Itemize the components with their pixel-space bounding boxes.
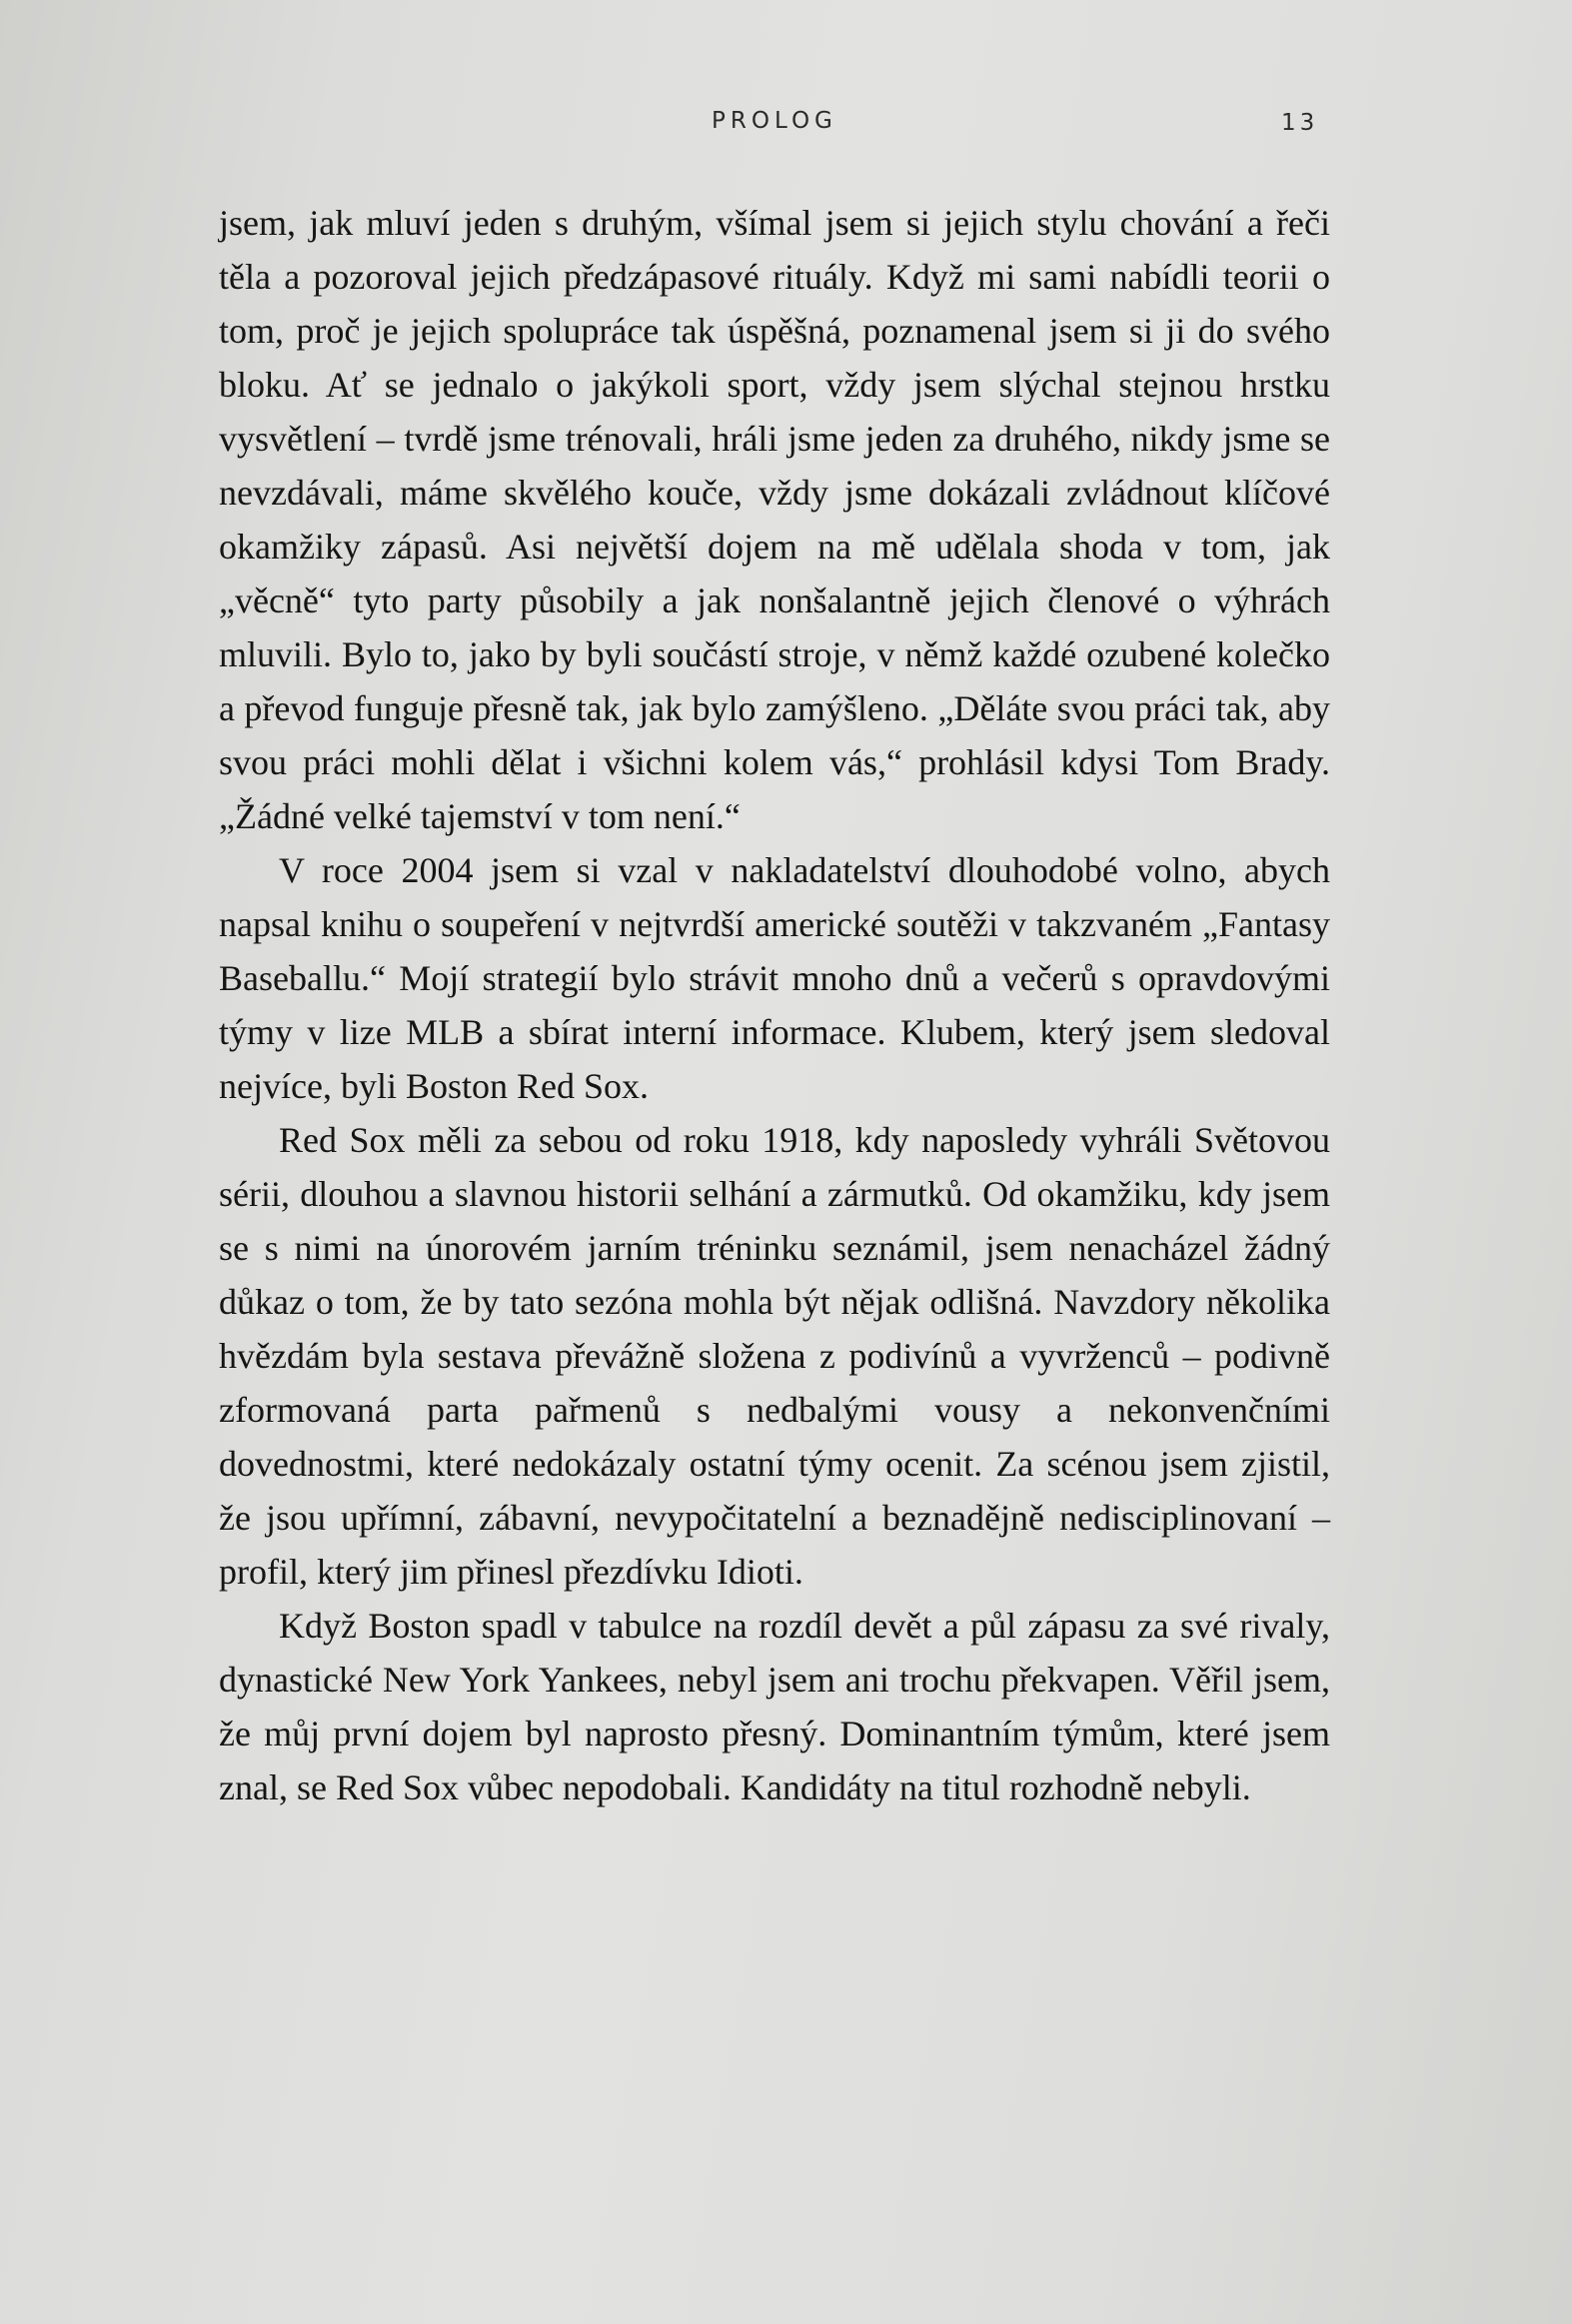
paragraph: jsem, jak mluví jeden s druhým, všímal jsem si jejich stylu chování a řeči těla a pozoroval jejich předzápasové rituály. Když mi sami nabídli teorii o tom, proč je jejich spolupráce tak úspěšná, poznamenal jsem si ji do svého bloku. Ať se jednalo o jakýkoli sport, vždy jsem slýchal stejnou hrstku vysvětlení – tvrdě jsme trénovali, hráli jsme jeden za druhého, nikdy jsme se nevzdávali, máme skvělého kouče, vždy jsme dokázali zvládnout klíčové okamžiky zápasů. Asi největší dojem na mě udělala shoda v tom, jak „věcně“ tyto party působily a jak nonšalantně jejich členové o výhrách mluvili. Bylo to, jako by byli součástí stroje, v němž každé ozubené kolečko a převod funguje přesně tak, jak bylo zamýšleno. „Děláte svou práci tak, aby svou práci mohli dělat i všichni kolem vás,“ prohlásil kdysi Tom Brady. „Žádné velké tajemství v tom není.“ <box>219 203 1330 836</box>
page-number: 13 <box>1281 110 1319 136</box>
running-head: PROLOG <box>712 108 837 134</box>
body-text <box>219 196 1330 1814</box>
paragraph: V roce 2004 jsem si vzal v nakladatelství dlouhodobé volno, abych napsal knihu o soupeření v nejtvrdší americké soutěži v takzvaném „Fantasy Baseballu.“ Mojí strategií bylo strávit mnoho dnů a večerů s opravdovými týmy v lize MLB a sbírat interní informace. Klubem, který jsem sledoval nejvíce, byli Boston Red Sox. <box>219 850 1330 1106</box>
paragraph: Red Sox měli za sebou od roku 1918, kdy naposledy vyhráli Světovou sérii, dlouhou a slavnou historii selhání a zármutků. Od okamžiku, kdy jsem se s nimi na únorovém jarním tréninku seznámil, jsem nenacházel žádný důkaz o tom, že by tato sezóna mohla být nějak odlišná. Navzdory několika hvězdám byla sestava převážně složena z podivínů a vyvrženců – podivně zformovaná parta pařmenů s nedbalými vousy a nekonvenčními dovednostmi, které nedokázaly ostatní týmy ocenit. Za scénou jsem zjistil, že jsou upřímní, zábavní, nevypočitatelní a beznadějně nedisciplinovaní – profil, který jim přinesl přezdívku Idioti. <box>219 1120 1330 1592</box>
paragraph: Když Boston spadl v tabulce na rozdíl devět a půl zápasu za své rivaly, dynastické New York Yankees, nebyl jsem ani trochu překvapen. Věřil jsem, že můj první dojem byl naprosto přesný. Dominantním týmům, které jsem znal, se Red Sox vůbec nepodobali. Kandidáty na titul rozhodně nebyli. <box>219 1606 1330 1807</box>
page-header <box>0 108 1572 148</box>
